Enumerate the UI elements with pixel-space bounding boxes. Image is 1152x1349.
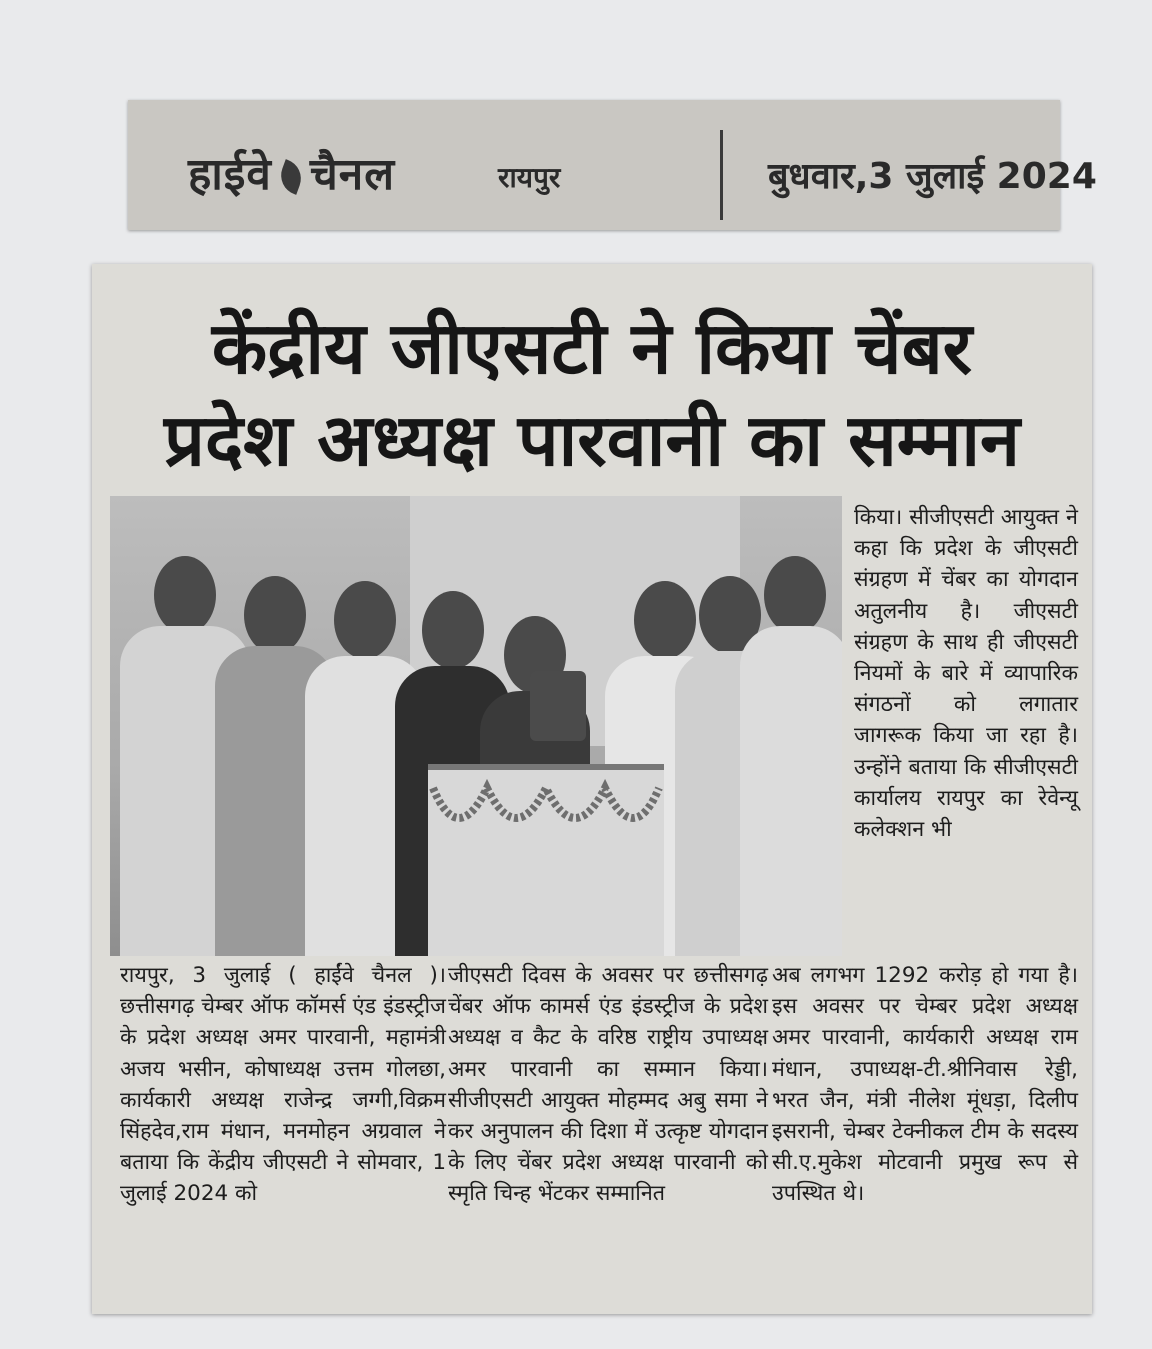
- side-column-text: किया। सीजीएसटी आयुक्त ने कहा कि प्रदेश के जीएसटी संग्रहण में चेंबर का योगदान अतुलनीय है। जीएसटी संग्रहण के साथ ही जीएसटी नियमों के बारे में व्यापारिक संगठनों को लगातार जागरूक किया जा रहा है। उन्होंने बताया कि सीजीएसटी कार्यालय रायपुर का रेवेन्यू कलेक्शन भी: [854, 505, 1078, 843]
- newspaper-name-part2: चैनल: [309, 149, 396, 200]
- article-column-3: [772, 960, 1078, 1210]
- article-column-2: [448, 960, 768, 1210]
- headline-line-2: प्रदेश अध्यक्ष पारवानी का सम्मान: [164, 398, 1020, 482]
- article-headline: [112, 302, 1072, 486]
- article-clipping: [92, 264, 1092, 1314]
- person-silhouette: [740, 536, 842, 956]
- newspaper-masthead: [128, 100, 1097, 230]
- newspaper-name: [188, 142, 395, 202]
- edition-city: रायपुर: [498, 161, 561, 194]
- headline-line-1: केंद्रीय जीएसटी ने किया चेंबर: [211, 306, 973, 390]
- memento-trophy-icon: [530, 671, 586, 741]
- edition-date: बुधवार,3 जुलाई 2024: [768, 156, 1097, 197]
- column-3-text: अब लगभग 1292 करोड़ हो गया है। इस अवसर पर चेम्बर प्रदेश अध्यक्ष अमर पारवानी, कार्यकारी अध्यक्ष राम मंधान, उपाध्यक्ष-टी.श्रीनिवास रेड्डी, भरत जैन, मंत्री नीलेश मूंधड़ा, दिलीप इसरानी, चेम्बर टेक्नीकल टीम के सदस्य सी.ए.मुकेश मोटवानी प्रमुख रूप से उपस्थित थे।: [772, 963, 1078, 1207]
- article-column-1: [120, 960, 446, 1210]
- article-side-column: [854, 502, 1078, 845]
- column-1-text: रायपुर, 3 जुलाई ( हाईंवे चैनल )। छत्तीसगढ़ चेम्बर ऑफ कॉमर्स एंड इंडस्ट्रीज के प्रदेश अध्यक्ष अमर पारवानी, महामंत्री अजय भसीन, कोषाध्यक्ष उत्तम गोलछा, कार्यकारी अध्यक्ष राजेन्द्र जग्गी,विक्रम सिंहदेव,राम मंधान, मनमोहन अग्रवाल ने बताया कि केंद्रीय जीएसटी ने सोमवार, 1 जुलाई 2024 को: [120, 963, 446, 1207]
- article-photo: [110, 496, 842, 956]
- masthead-divider: [720, 130, 723, 220]
- leaf-logo-icon: [275, 159, 306, 195]
- column-2-text: जीएसटी दिवस के अवसर पर छत्तीसगढ़ चेंबर ऑफ कामर्स एंड इंडस्ट्रीज के प्रदेश अध्यक्ष व कैट के वरिष्ठ राष्ट्रीय उपाध्यक्ष अमर पारवानी का सम्मान किया। सीजीएसटी आयुक्त मोहम्मद अबु समा ने कर अनुपालन की दिशा में उत्कृष्ट योगदान के लिए चेंबर प्रदेश अध्यक्ष पारवानी को स्मृति चिन्ह भेंटकर सम्मानित: [448, 963, 768, 1207]
- newspaper-name-part1: हाईवे: [188, 149, 272, 200]
- decorated-table: [428, 764, 664, 956]
- flower-garland-icon: [428, 778, 664, 848]
